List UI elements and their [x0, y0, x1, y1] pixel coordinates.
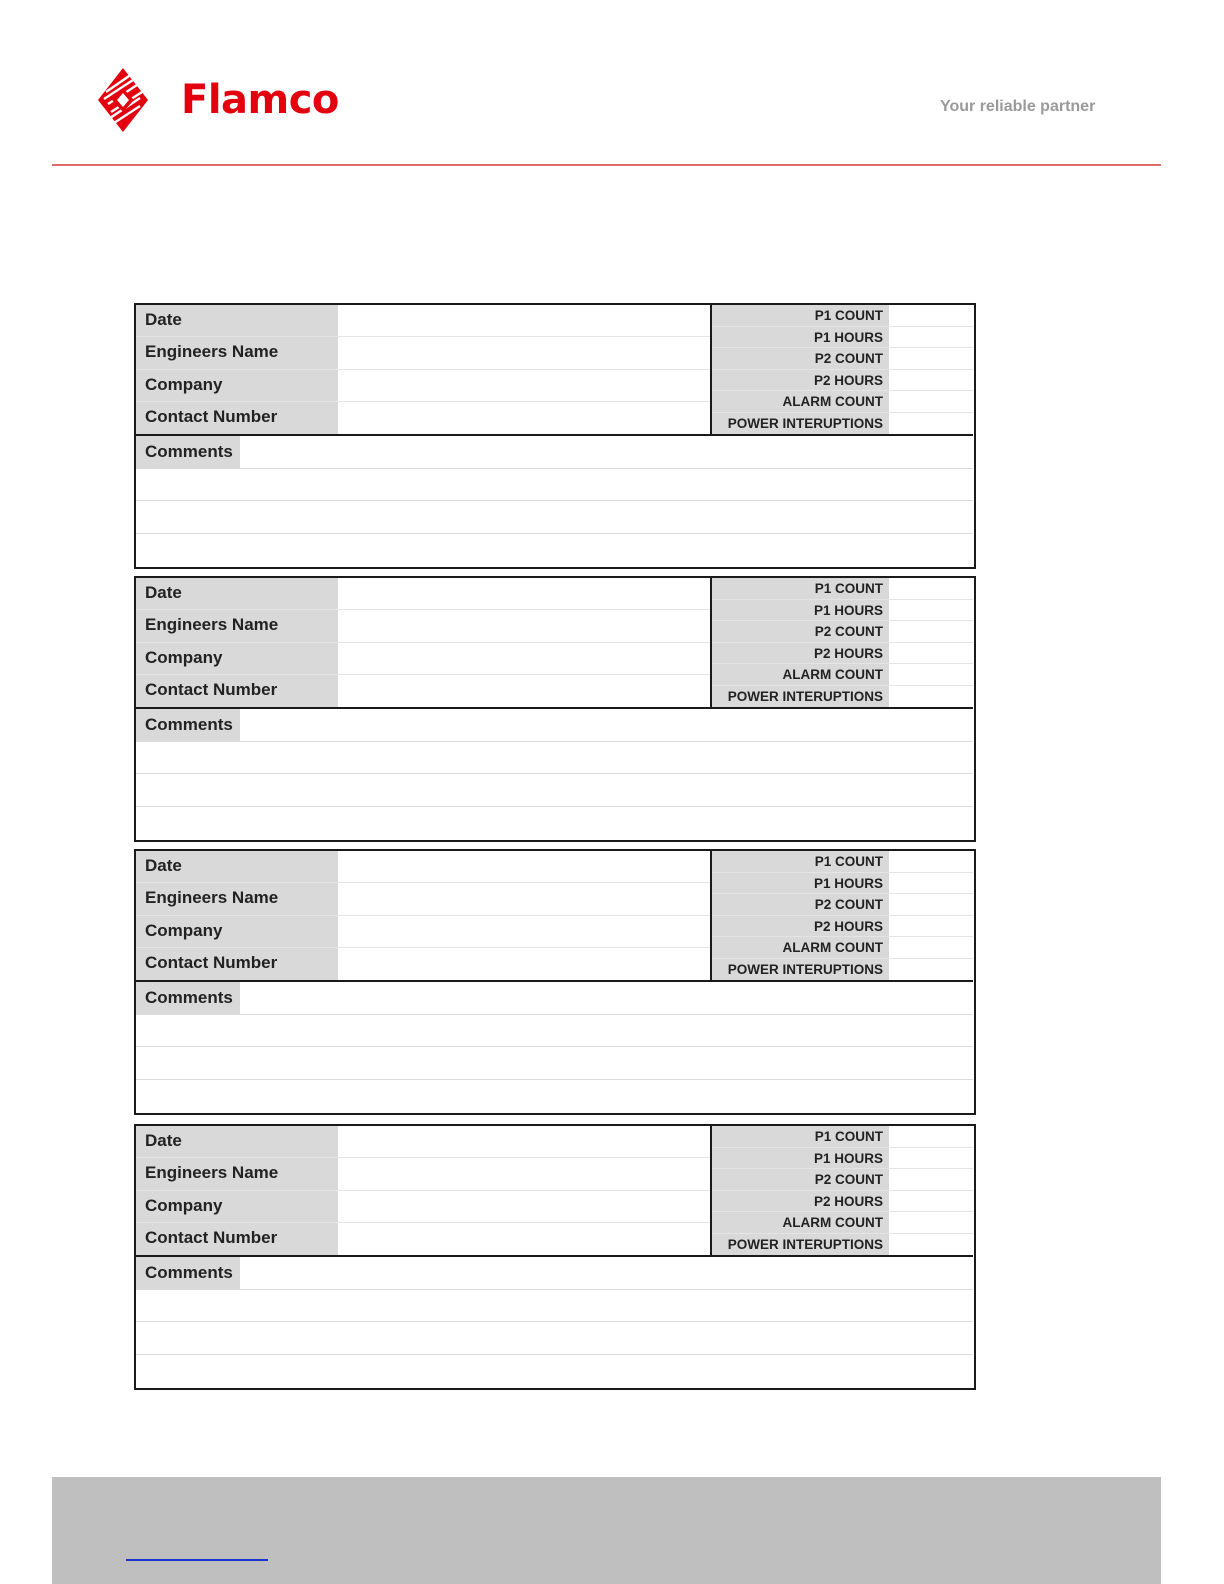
p1-count-row: [712, 578, 973, 600]
counter-fields: [710, 578, 973, 707]
counter-fields: [710, 305, 973, 434]
p1-count-field[interactable]: [889, 851, 973, 872]
date-row: [136, 305, 710, 337]
form-top-section: [136, 1126, 973, 1257]
date-field[interactable]: [338, 578, 710, 609]
company-row: [136, 916, 710, 948]
engineers-name-row: [136, 337, 710, 369]
brand-tagline: Your reliable partner: [940, 98, 1096, 115]
p2-count-row: [712, 1169, 973, 1191]
engineer-fields: [136, 305, 710, 434]
alarm-count-label: ALARM COUNT: [712, 937, 889, 958]
engineers-name-row: [136, 1158, 710, 1190]
p2-hours-label: P2 HOURS: [712, 370, 889, 391]
company-row: [136, 370, 710, 402]
p1-hours-row: [712, 873, 973, 895]
p2-hours-field[interactable]: [889, 916, 973, 937]
p2-hours-label: P2 HOURS: [712, 1191, 889, 1212]
power-interruptions-row: [712, 686, 973, 708]
power-interruptions-row: [712, 1234, 973, 1256]
date-label: Date: [136, 578, 338, 609]
alarm-count-field[interactable]: [889, 391, 973, 412]
p1-hours-row: [712, 1148, 973, 1170]
company-label: Company: [136, 643, 338, 674]
p2-hours-field[interactable]: [889, 643, 973, 664]
comments-label: Comments: [136, 982, 240, 1014]
alarm-count-label: ALARM COUNT: [712, 664, 889, 685]
service-log-form: [134, 849, 976, 1115]
alarm-count-field[interactable]: [889, 1212, 973, 1233]
engineers-name-row: [136, 883, 710, 915]
power-interruptions-field[interactable]: [889, 1234, 973, 1256]
p2-count-row: [712, 348, 973, 370]
comment-line[interactable]: [136, 774, 973, 807]
contact-number-field[interactable]: [338, 1223, 710, 1255]
p1-count-label: P1 COUNT: [712, 851, 889, 872]
company-field[interactable]: [338, 643, 710, 674]
header-divider: [52, 164, 1161, 166]
comment-line[interactable]: [136, 1015, 973, 1048]
date-label: Date: [136, 305, 338, 336]
flamco-logo-icon: [96, 66, 150, 136]
p2-hours-row: [712, 643, 973, 665]
alarm-count-row: [712, 664, 973, 686]
engineers-name-field[interactable]: [338, 883, 710, 914]
p1-hours-row: [712, 600, 973, 622]
contact-number-label: Contact Number: [136, 675, 338, 707]
comment-line[interactable]: [136, 1322, 973, 1355]
p2-hours-field[interactable]: [889, 370, 973, 391]
power-interruptions-field[interactable]: [889, 413, 973, 435]
date-row: [136, 851, 710, 883]
comments-label: Comments: [136, 709, 240, 741]
p1-hours-label: P1 HOURS: [712, 1148, 889, 1169]
p1-hours-field[interactable]: [889, 1148, 973, 1169]
date-field[interactable]: [338, 851, 710, 882]
p2-count-field[interactable]: [889, 1169, 973, 1190]
p1-hours-label: P1 HOURS: [712, 873, 889, 894]
comment-line[interactable]: [136, 436, 973, 469]
p1-count-field[interactable]: [889, 305, 973, 326]
engineers-name-field[interactable]: [338, 1158, 710, 1189]
date-row: [136, 578, 710, 610]
contact-number-label: Contact Number: [136, 402, 338, 434]
power-interruptions-row: [712, 959, 973, 981]
p2-hours-row: [712, 370, 973, 392]
alarm-count-label: ALARM COUNT: [712, 391, 889, 412]
power-interruptions-field[interactable]: [889, 959, 973, 981]
p1-count-label: P1 COUNT: [712, 578, 889, 599]
service-log-form: [134, 303, 976, 569]
company-field[interactable]: [338, 370, 710, 401]
form-top-section: [136, 305, 973, 436]
comment-line[interactable]: [136, 709, 973, 742]
contact-number-row: [136, 402, 710, 434]
p1-count-row: [712, 851, 973, 873]
company-row: [136, 643, 710, 675]
comment-line[interactable]: [136, 501, 973, 534]
page-header: [0, 0, 1224, 170]
comment-line[interactable]: [136, 1080, 973, 1113]
counter-fields: [710, 1126, 973, 1255]
alarm-count-row: [712, 391, 973, 413]
p1-hours-field[interactable]: [889, 600, 973, 621]
p1-hours-field[interactable]: [889, 327, 973, 348]
date-field[interactable]: [338, 1126, 710, 1157]
contact-number-label: Contact Number: [136, 948, 338, 980]
p2-hours-label: P2 HOURS: [712, 916, 889, 937]
form-top-section: [136, 851, 973, 982]
p2-hours-label: P2 HOURS: [712, 643, 889, 664]
service-log-form: [134, 1124, 976, 1390]
comment-line[interactable]: [136, 1290, 973, 1323]
p2-count-label: P2 COUNT: [712, 621, 889, 642]
engineers-name-label: Engineers Name: [136, 337, 338, 368]
company-row: [136, 1191, 710, 1223]
alarm-count-label: ALARM COUNT: [712, 1212, 889, 1233]
p2-hours-row: [712, 1191, 973, 1213]
date-label: Date: [136, 1126, 338, 1157]
power-interruptions-label: POWER INTERUPTIONS: [712, 686, 889, 708]
p2-count-label: P2 COUNT: [712, 1169, 889, 1190]
engineers-name-label: Engineers Name: [136, 883, 338, 914]
page-footer: [52, 1477, 1161, 1584]
form-top-section: [136, 578, 973, 709]
engineers-name-label: Engineers Name: [136, 1158, 338, 1189]
power-interruptions-label: POWER INTERUPTIONS: [712, 959, 889, 981]
comments-label: Comments: [136, 1257, 240, 1289]
p2-hours-field[interactable]: [889, 1191, 973, 1212]
p2-hours-row: [712, 916, 973, 938]
contact-number-label: Contact Number: [136, 1223, 338, 1255]
engineer-fields: [136, 1126, 710, 1255]
p1-count-row: [712, 1126, 973, 1148]
p2-count-row: [712, 621, 973, 643]
power-interruptions-row: [712, 413, 973, 435]
p1-hours-field[interactable]: [889, 873, 973, 894]
company-label: Company: [136, 916, 338, 947]
alarm-count-field[interactable]: [889, 664, 973, 685]
contact-number-field[interactable]: [338, 675, 710, 707]
power-interruptions-label: POWER INTERUPTIONS: [712, 413, 889, 435]
comment-line[interactable]: [136, 1355, 973, 1388]
service-log-form: [134, 576, 976, 842]
comment-line[interactable]: [136, 469, 973, 502]
p1-hours-label: P1 HOURS: [712, 327, 889, 348]
p1-count-field[interactable]: [889, 578, 973, 599]
power-interruptions-field[interactable]: [889, 686, 973, 708]
alarm-count-row: [712, 937, 973, 959]
comment-line[interactable]: [136, 807, 973, 840]
p2-count-row: [712, 894, 973, 916]
contact-number-row: [136, 1223, 710, 1255]
p2-count-field[interactable]: [889, 621, 973, 642]
brand-name: Flamco: [181, 77, 339, 123]
date-field[interactable]: [338, 305, 710, 336]
p1-count-row: [712, 305, 973, 327]
company-label: Company: [136, 1191, 338, 1222]
alarm-count-field[interactable]: [889, 937, 973, 958]
engineers-name-field[interactable]: [338, 610, 710, 641]
comment-line[interactable]: [136, 1257, 973, 1290]
p1-hours-row: [712, 327, 973, 349]
p2-count-field[interactable]: [889, 894, 973, 915]
counter-fields: [710, 851, 973, 980]
company-label: Company: [136, 370, 338, 401]
engineer-fields: [136, 851, 710, 980]
company-field[interactable]: [338, 1191, 710, 1222]
comment-line[interactable]: [136, 742, 973, 775]
p2-count-label: P2 COUNT: [712, 348, 889, 369]
contact-number-row: [136, 948, 710, 980]
p1-hours-label: P1 HOURS: [712, 600, 889, 621]
p1-count-field[interactable]: [889, 1126, 973, 1147]
date-row: [136, 1126, 710, 1158]
comments-section: [136, 1257, 973, 1387]
comment-line[interactable]: [136, 982, 973, 1015]
power-interruptions-label: POWER INTERUPTIONS: [712, 1234, 889, 1256]
comment-line[interactable]: [136, 534, 973, 567]
footer-link[interactable]: [126, 1559, 268, 1561]
company-field[interactable]: [338, 916, 710, 947]
p1-count-label: P1 COUNT: [712, 1126, 889, 1147]
engineer-fields: [136, 578, 710, 707]
comments-section: [136, 436, 973, 566]
comments-section: [136, 982, 973, 1112]
alarm-count-row: [712, 1212, 973, 1234]
p1-count-label: P1 COUNT: [712, 305, 889, 326]
engineers-name-row: [136, 610, 710, 642]
engineers-name-field[interactable]: [338, 337, 710, 368]
comments-label: Comments: [136, 436, 240, 468]
date-label: Date: [136, 851, 338, 882]
contact-number-field[interactable]: [338, 948, 710, 980]
engineers-name-label: Engineers Name: [136, 610, 338, 641]
p2-count-label: P2 COUNT: [712, 894, 889, 915]
comments-section: [136, 709, 973, 839]
p2-count-field[interactable]: [889, 348, 973, 369]
contact-number-field[interactable]: [338, 402, 710, 434]
contact-number-row: [136, 675, 710, 707]
comment-line[interactable]: [136, 1047, 973, 1080]
